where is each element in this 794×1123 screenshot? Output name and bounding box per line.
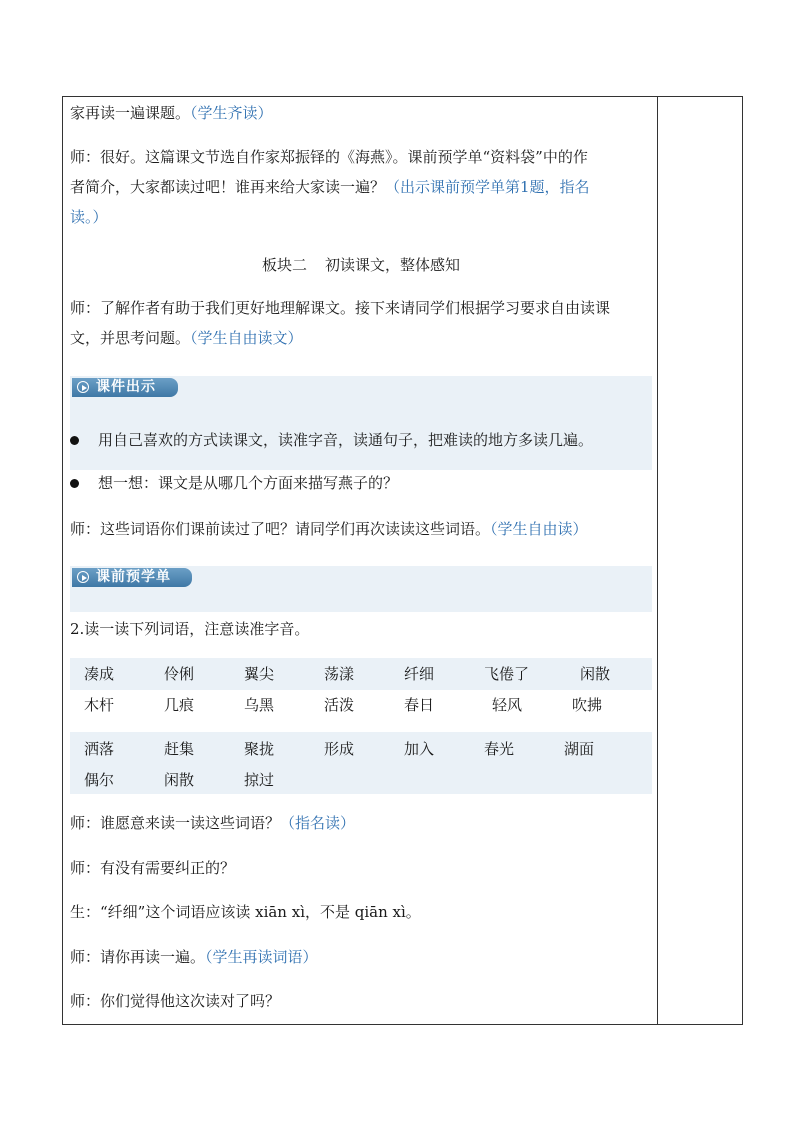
paragraph-1 [70, 98, 652, 128]
stage-direction: （出示课前预学单第1题，指名 [385, 178, 590, 196]
word-item: 形成 [324, 740, 355, 758]
paragraph-9 [70, 986, 652, 1016]
task-instruction [70, 614, 652, 644]
word-item: 荡漾 [324, 665, 355, 683]
courseware-banner [70, 376, 652, 470]
paragraph-5 [70, 808, 652, 838]
word-group-1 [70, 658, 652, 720]
word-item: 闲散 [580, 665, 611, 683]
text: 师：这些词语你们课前读过了吧？请同学们再次读读这些词语。 [70, 520, 491, 538]
word-item: 聚拢 [244, 740, 275, 758]
word-item: 闲散 [164, 771, 195, 789]
word-item: 伶俐 [164, 665, 195, 683]
stage-direction: （学生自由读） [490, 520, 588, 538]
word-item: 翼尖 [244, 665, 275, 683]
stage-direction: （学生自由读文） [190, 329, 303, 347]
paragraph-8 [70, 942, 652, 972]
paragraph-3 [70, 293, 652, 353]
word-item: 轻风 [492, 696, 523, 714]
word-item: 加入 [404, 740, 435, 758]
text: 2.读一读下列词语，注意读准字音。 [70, 620, 310, 638]
word-item: 洒落 [84, 740, 115, 758]
text: 文，并思考问题。 [70, 329, 191, 347]
section-heading [70, 250, 652, 280]
stage-direction: （指名读） [280, 814, 356, 832]
word-item: 木杆 [84, 696, 115, 714]
word-item: 湖面 [564, 740, 595, 758]
paragraph-4 [70, 514, 652, 544]
word-item: 飞倦了 [484, 665, 530, 683]
text: 者简介，大家都读过吧！谁再来给大家读一遍？ [70, 178, 386, 196]
preview-banner [70, 566, 652, 612]
preview-tag [72, 568, 192, 587]
word-item: 凑成 [84, 665, 115, 683]
stage-direction: 读。） [70, 208, 108, 226]
word-group-2 [70, 732, 652, 794]
play-circle-icon [77, 571, 89, 583]
word-item: 掠过 [244, 771, 275, 789]
play-circle-icon [77, 381, 89, 393]
text: 家再读一遍课题。 [70, 104, 191, 122]
tag-label: 课件出示 [96, 379, 156, 395]
text: 师：很好。这篇课文节选自作家郑振铎的《海燕》。课前预学单“资料袋”中的作 [70, 148, 588, 166]
stage-direction: （学生再读词语） [205, 948, 318, 966]
bullet-text: 用自己喜欢的方式读课文，读准字音，读通句子，把难读的地方多读几遍。 [98, 431, 594, 449]
word-item: 纤细 [404, 665, 435, 683]
word-item: 春日 [404, 696, 435, 714]
text: 师：你们觉得他这次读对了吗？ [70, 992, 281, 1010]
courseware-tag [72, 378, 178, 397]
text: 生：“纤细”这个词语应该读 xiān xì，不是 qiān xì。 [70, 903, 421, 921]
word-item: 偶尔 [84, 771, 115, 789]
heading-title: 初读课文，整体感知 [325, 256, 461, 274]
heading-label: 板块二 [261, 256, 307, 274]
text: 师：谁愿意来读一读这些词语？ [70, 814, 281, 832]
word-item: 几痕 [164, 696, 195, 714]
text: 师：了解作者有助于我们更好地理解课文。接下来请同学们根据学习要求自由读课 [70, 299, 611, 317]
table-cell-frame [62, 96, 743, 1025]
text: 师：有没有需要纠正的？ [70, 859, 236, 877]
word-item: 赶集 [164, 740, 195, 758]
column-divider [657, 96, 658, 1025]
word-item: 吹拂 [572, 696, 603, 714]
bullet-text: 想一想：课文是从哪几个方面来描写燕子的？ [98, 474, 399, 492]
word-item: 活泼 [324, 696, 355, 714]
text: 师：请你再读一遍。 [70, 948, 206, 966]
paragraph-6 [70, 853, 652, 883]
paragraph-7 [70, 897, 652, 927]
paragraph-2 [70, 142, 652, 232]
stage-direction: （学生齐读） [190, 104, 273, 122]
bullet-dot-icon [70, 436, 79, 445]
word-item: 乌黑 [244, 696, 275, 714]
tag-label: 课前预学单 [96, 569, 171, 585]
bullet-dot-icon [70, 479, 79, 488]
word-item: 春光 [484, 740, 515, 758]
